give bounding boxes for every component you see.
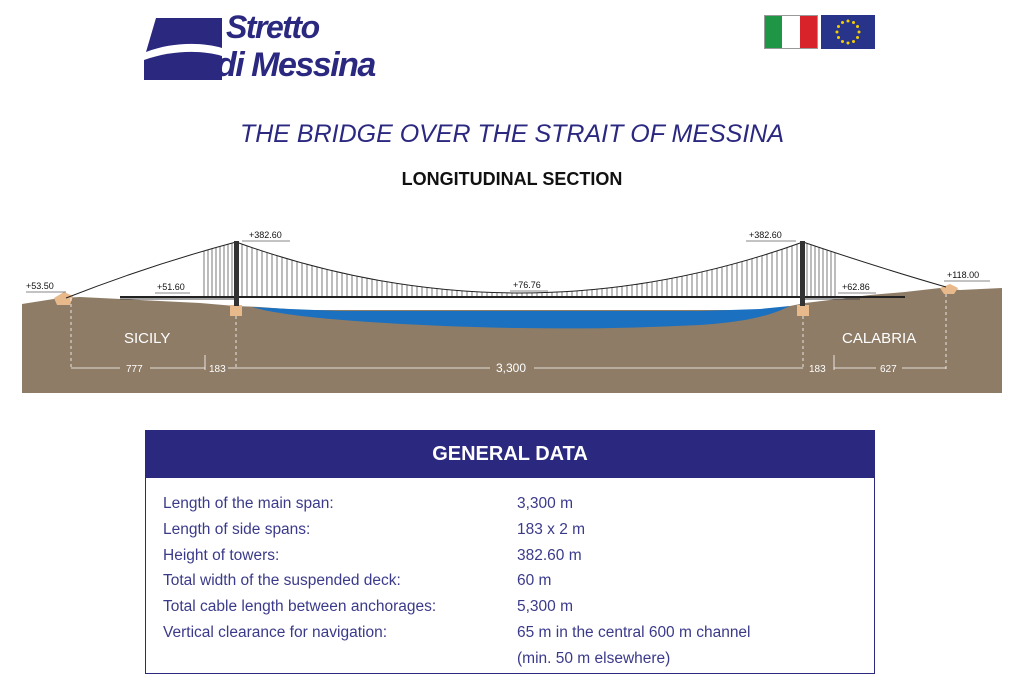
- dim-sicily-approach: 777: [126, 364, 143, 375]
- data-row-value: 382.60 m: [517, 546, 582, 564]
- eu-star-icon: [852, 40, 855, 43]
- dim-side-span-right: 183: [809, 364, 826, 375]
- elevation-calabria-deck: +62.86: [842, 282, 870, 292]
- logo-line1: Stretto: [226, 9, 319, 45]
- dim-side-span-left: 183: [209, 364, 226, 375]
- elevation-tower-left: +382.60: [249, 230, 282, 240]
- region-sicily: SICILY: [124, 330, 171, 347]
- eu-star-icon: [856, 25, 859, 28]
- dim-main-span: 3,300: [496, 361, 527, 375]
- data-row-value: 3,300 m: [517, 495, 574, 512]
- general-data-heading: GENERAL DATA: [146, 431, 874, 478]
- elevation-sicily-deck: +51.60: [157, 282, 185, 292]
- elevation-calabria-anchor: +118.00: [947, 270, 980, 280]
- tower-right: [800, 241, 805, 306]
- data-row: [163, 624, 864, 650]
- cable-calabria-side: [803, 242, 946, 287]
- eu-star-icon: [852, 21, 855, 24]
- data-row-label: Length of the main span:: [163, 495, 334, 512]
- elevation-sicily-anchor: +53.50: [26, 281, 54, 291]
- eu-flag-icon: [821, 15, 875, 49]
- data-row: [163, 572, 864, 598]
- tower-base-left: [230, 305, 242, 316]
- data-row: [163, 495, 864, 521]
- sicily-anchorage: [54, 292, 73, 305]
- data-row-label: Vertical clearance for navigation:: [163, 623, 388, 641]
- data-row-label: Total cable length between anchorages:: [163, 598, 437, 616]
- data-row-value: 5,300 m: [517, 598, 574, 616]
- data-row: [163, 547, 864, 573]
- eu-star-icon: [856, 36, 859, 39]
- data-row-value: 65 m in the central 600 m channel: [517, 623, 751, 641]
- data-row-value: (min. 50 m elsewhere): [517, 649, 671, 667]
- data-row-label: Total width of the suspended deck:: [163, 572, 401, 590]
- elevation-tower-right: +382.60: [749, 230, 782, 240]
- general-data-rows: [163, 495, 864, 676]
- data-row-value: 183 x 2 m: [517, 520, 586, 538]
- data-row-label: Length of side spans:: [163, 520, 311, 538]
- longitudinal-section-diagram: [0, 210, 1024, 400]
- tower-base-right: [797, 305, 809, 316]
- data-row-label: Height of towers:: [163, 546, 280, 564]
- tower-left: [234, 241, 239, 306]
- italy-flag-icon: [764, 15, 818, 49]
- eu-star-icon: [847, 20, 850, 23]
- logo-line2: di Messina: [216, 46, 375, 84]
- eu-star-icon: [858, 31, 861, 34]
- data-row: [163, 598, 864, 624]
- general-data-panel: [145, 430, 875, 674]
- eu-star-icon: [837, 36, 840, 39]
- eu-star-icon: [841, 40, 844, 43]
- data-row: [163, 650, 864, 676]
- cable-sicily-side: [66, 242, 236, 298]
- section-subtitle: LONGITUDINAL SECTION: [401, 169, 623, 189]
- data-row-value: 60 m: [517, 572, 552, 590]
- page-title: THE BRIDGE OVER THE STRAIT OF MESSINA: [239, 120, 785, 148]
- dim-calabria-approach: 627: [880, 364, 897, 375]
- eu-star-icon: [847, 42, 850, 45]
- eu-star-icon: [841, 21, 844, 24]
- eu-star-icon: [836, 31, 839, 34]
- logo-mark-icon: [142, 14, 222, 84]
- data-row: [163, 521, 864, 547]
- elevation-midspan: +76.76: [513, 280, 541, 290]
- region-calabria: CALABRIA: [842, 330, 917, 347]
- eu-star-icon: [837, 25, 840, 28]
